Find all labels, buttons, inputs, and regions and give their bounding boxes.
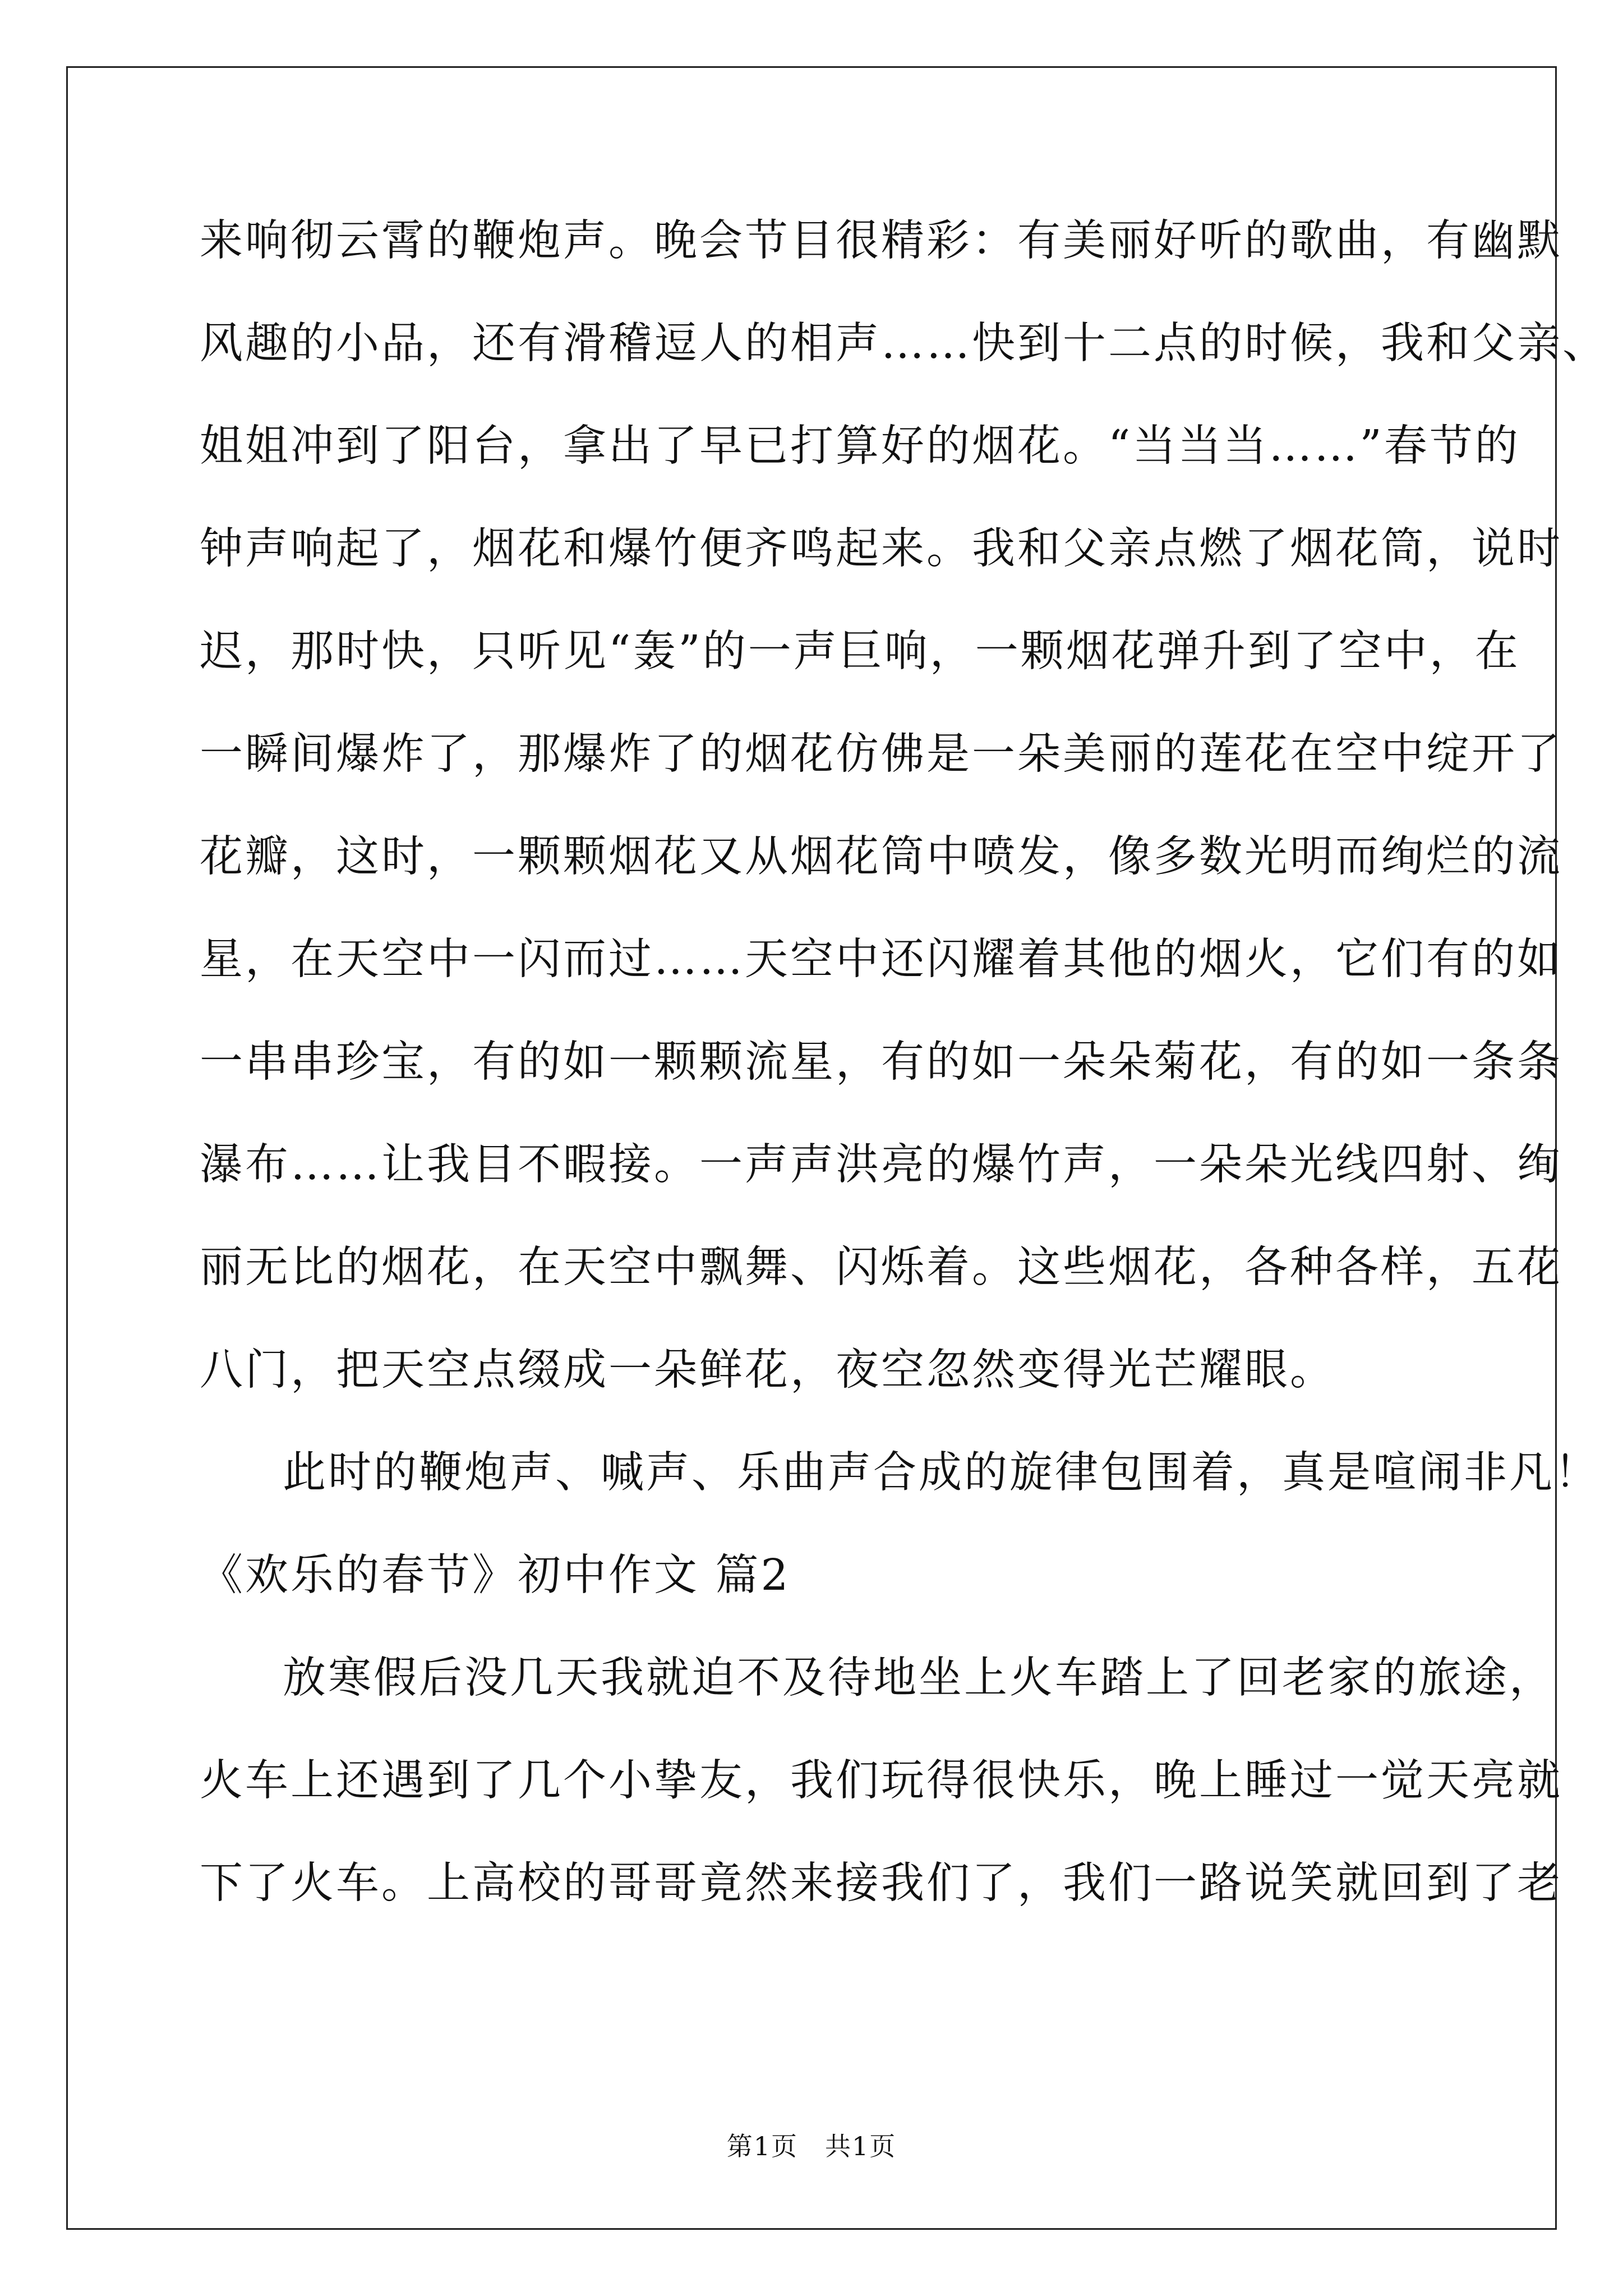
text-line: 丽无比的烟花，在天空中飘舞、闪烁着。这些烟花，各种各样，五花 — [200, 1243, 1562, 1292]
text-line: 八门，把天空点缀成一朵鲜花，夜空忽然变得光芒耀眼。 — [200, 1345, 1335, 1395]
section-heading: 《欢乐的春节》初中作文 篇2 — [200, 1550, 791, 1600]
paragraph-line: 放寒假后没几天我就迫不及待地坐上火车踏上了回老家的旅途， — [283, 1653, 1555, 1703]
text-line: 迟，那时快，只听见“轰”的一声巨响，一颗烟花弹升到了空中，在 — [200, 627, 1520, 677]
text-line: 下了火车。上高校的哥哥竟然来接我们了，我们一路说笑就回到了老 — [200, 1858, 1562, 1908]
text-line: 一瞬间爆炸了，那爆炸了的烟花仿佛是一朵美丽的莲花在空中绽开了 — [200, 729, 1562, 779]
text-line: 星，在天空中一闪而过……天空中还闪耀着其他的烟火，它们有的如 — [200, 935, 1562, 984]
text-line: 火车上还遇到了几个小挚友，我们玩得很快乐，晚上睡过一觉天亮就 — [200, 1756, 1562, 1806]
text-line: 姐姐冲到了阳台，拿出了早已打算好的烟花。“当当当……”春节的 — [200, 421, 1520, 471]
text-line: 花瓣，这时，一颗颗烟花又从烟花筒中喷发，像多数光明而绚烂的流 — [200, 832, 1562, 882]
text-line: 风趣的小品，还有滑稽逗人的相声……快到十二点的时候，我和父亲、 — [200, 319, 1608, 369]
paragraph-line: 此时的鞭炮声、喊声、乐曲声合成的旋律包围着，真是喧闹非凡！ — [283, 1448, 1600, 1498]
text-line: 来响彻云霄的鞭炮声。晚会节目很精彩：有美丽好听的歌曲，有幽默 — [200, 216, 1562, 266]
page-number-footer: 第1页 共1页 — [726, 2131, 897, 2161]
text-line: 一串串珍宝，有的如一颗颗流星，有的如一朵朵菊花，有的如一条条 — [200, 1037, 1562, 1087]
text-line: 瀑布……让我目不暇接。一声声洪亮的爆竹声，一朵朵光线四射、绚 — [200, 1140, 1562, 1190]
text-line: 钟声响起了，烟花和爆竹便齐鸣起来。我和父亲点燃了烟花筒，说时 — [200, 524, 1562, 574]
